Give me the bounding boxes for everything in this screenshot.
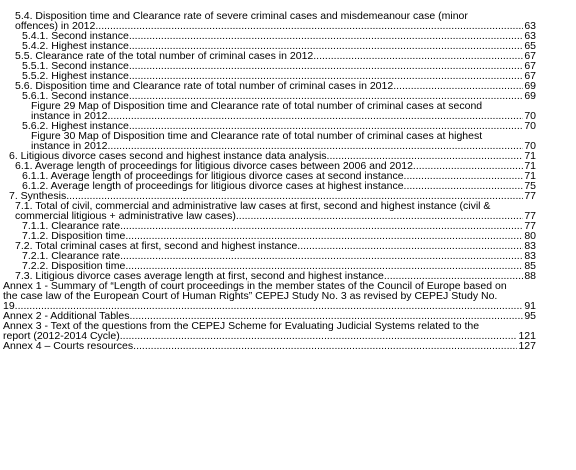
toc-page-number: 88 bbox=[524, 270, 536, 282]
toc-page-number: 75 bbox=[524, 180, 536, 192]
toc-entry-title-line: Annex 3 - Text of the questions from the CEPEJ Scheme for Evaluating Judicial Systems related to the bbox=[3, 320, 480, 332]
toc-entry-title-line: Annex 1 - Summary of “Length of court proceedings in the member states of the Council of Europe based on bbox=[3, 280, 507, 292]
toc-page-number: 71 bbox=[524, 160, 536, 172]
toc-entry-title: Annex 2 - Additional Tables bbox=[3, 310, 130, 322]
toc-page-number: 121 bbox=[518, 330, 536, 342]
toc-page-number: 95 bbox=[524, 310, 536, 322]
toc-entry-title: 7.1.2. Disposition time bbox=[22, 230, 126, 242]
toc-entry[interactable] bbox=[3, 321, 536, 341]
toc-page-number: 69 bbox=[524, 80, 536, 92]
dot-leader bbox=[120, 221, 523, 231]
dot-leader bbox=[413, 161, 523, 171]
toc-entry-title: instance in 2012 bbox=[31, 110, 108, 122]
dot-leader bbox=[120, 331, 518, 341]
toc-entry-title: 6.1. Average length of proceedings for litigious divorce cases between 2006 and 2012 bbox=[15, 160, 413, 172]
toc-entry-title: 5.5.2. Highest instance bbox=[22, 70, 129, 82]
toc-entry[interactable] bbox=[22, 181, 536, 191]
toc-entry-title: 6.1.1. Average length of proceedings for litigious divorce cases at second instance bbox=[22, 170, 404, 182]
dot-leader bbox=[393, 81, 523, 91]
toc-entry-title: 7.2. Total criminal cases at first, second and highest instance bbox=[15, 240, 298, 252]
toc-entry[interactable] bbox=[3, 341, 536, 351]
toc-page-number: 63 bbox=[524, 30, 536, 42]
toc-entry[interactable] bbox=[15, 11, 536, 31]
dot-leader bbox=[120, 251, 523, 261]
toc-entry[interactable] bbox=[31, 131, 536, 151]
toc-entry-title: 5.6.2. Highest instance bbox=[22, 120, 129, 132]
toc-page-number: 71 bbox=[524, 150, 536, 162]
toc-page-number: 71 bbox=[524, 170, 536, 182]
toc-entry-title-line: the case law of the European Court of Human Rights” CEPEJ Study No. 3 as revised by CEPEJ Study No. bbox=[3, 290, 498, 302]
toc-entry-title: 7. Synthesis bbox=[9, 190, 67, 202]
dot-leader bbox=[236, 211, 523, 221]
toc-page-number: 83 bbox=[524, 240, 536, 252]
dot-leader bbox=[133, 341, 517, 351]
toc-page-number: 70 bbox=[524, 140, 536, 152]
toc-entry-title: 6.1.2. Average length of proceedings for litigious divorce cases at highest instance bbox=[22, 180, 404, 192]
toc-entry-title: 7.3. Litigious divorce cases average length at first, second and highest instance bbox=[15, 270, 384, 282]
dot-leader bbox=[129, 61, 523, 71]
toc-entry-title: instance in 2012 bbox=[31, 140, 108, 152]
toc-entry-title: offences) in 2012 bbox=[15, 20, 96, 32]
dot-leader bbox=[404, 181, 524, 191]
toc-entry-title: 5.6. Disposition time and Clearance rate of total number of criminal cases in 2012 bbox=[15, 80, 394, 92]
dot-leader bbox=[404, 171, 524, 181]
toc-entry-title-line: Figure 29 Map of Disposition time and Clearance rate of total number of criminal cases at second bbox=[31, 100, 483, 112]
toc-page-number: 91 bbox=[524, 300, 536, 312]
toc-page-number: 70 bbox=[524, 110, 536, 122]
toc-entry-title: 19. bbox=[3, 300, 18, 312]
toc-entry-title: 5.5.1. Second instance bbox=[22, 60, 129, 72]
toc-page-number: 77 bbox=[524, 220, 536, 232]
dot-leader bbox=[129, 31, 523, 41]
dot-leader bbox=[95, 21, 523, 31]
toc-entry-title: 6. Litigious divorce cases second and highest instance data analysis bbox=[9, 150, 327, 162]
toc-page-number: 80 bbox=[524, 230, 536, 242]
toc-entry-title: 5.5. Clearance rate of the total number of criminal cases in 2012 bbox=[15, 50, 314, 62]
toc-entry-title: 7.2.1. Clearance rate bbox=[22, 250, 121, 262]
toc-entry[interactable] bbox=[3, 281, 536, 311]
toc-page-number: 65 bbox=[524, 40, 536, 52]
toc-page-number: 63 bbox=[524, 20, 536, 32]
toc-entry-title-line: 5.4. Disposition time and Clearance rate of severe criminal cases and misdemeanour case (minor bbox=[15, 10, 468, 22]
toc-entry-title: 5.4.1. Second instance bbox=[22, 30, 129, 42]
toc-entry-title: 5.6.1. Second instance bbox=[22, 90, 129, 102]
toc-entry-title-line: 7.1. Total of civil, commercial and administrative law cases at first, second and highest instance (civil & bbox=[15, 200, 491, 212]
toc-page-number: 85 bbox=[524, 260, 536, 272]
toc-entry[interactable] bbox=[31, 101, 536, 121]
toc-entry-title-line: Figure 30 Map of Disposition time and Clearance rate of total number of criminal cases at highest bbox=[31, 130, 483, 142]
dot-leader bbox=[107, 111, 523, 121]
toc-page-number: 67 bbox=[524, 50, 536, 62]
dot-leader bbox=[297, 241, 523, 251]
toc-page-number: 127 bbox=[518, 340, 536, 352]
dot-leader bbox=[313, 51, 523, 61]
toc-page-number: 69 bbox=[524, 90, 536, 102]
toc-page-number: 83 bbox=[524, 250, 536, 262]
toc-entry-title: commercial litigious + administrative law cases) bbox=[15, 210, 236, 222]
toc-entry-title: 5.4.2. Highest instance bbox=[22, 40, 129, 52]
toc-page-number: 67 bbox=[524, 70, 536, 82]
toc-page-number: 77 bbox=[524, 210, 536, 222]
toc-entry-title: 7.2.2. Disposition time bbox=[22, 260, 126, 272]
toc-entry-title: 7.1.1. Clearance rate bbox=[22, 220, 121, 232]
toc-entry[interactable] bbox=[15, 201, 536, 221]
toc-entry-title: report (2012-2014 Cycle) bbox=[3, 330, 120, 342]
toc-page-number: 70 bbox=[524, 120, 536, 132]
toc-entry-title: Annex 4 – Courts resources bbox=[3, 340, 134, 352]
toc-page-number: 77 bbox=[524, 190, 536, 202]
toc-page-number: 67 bbox=[524, 60, 536, 72]
